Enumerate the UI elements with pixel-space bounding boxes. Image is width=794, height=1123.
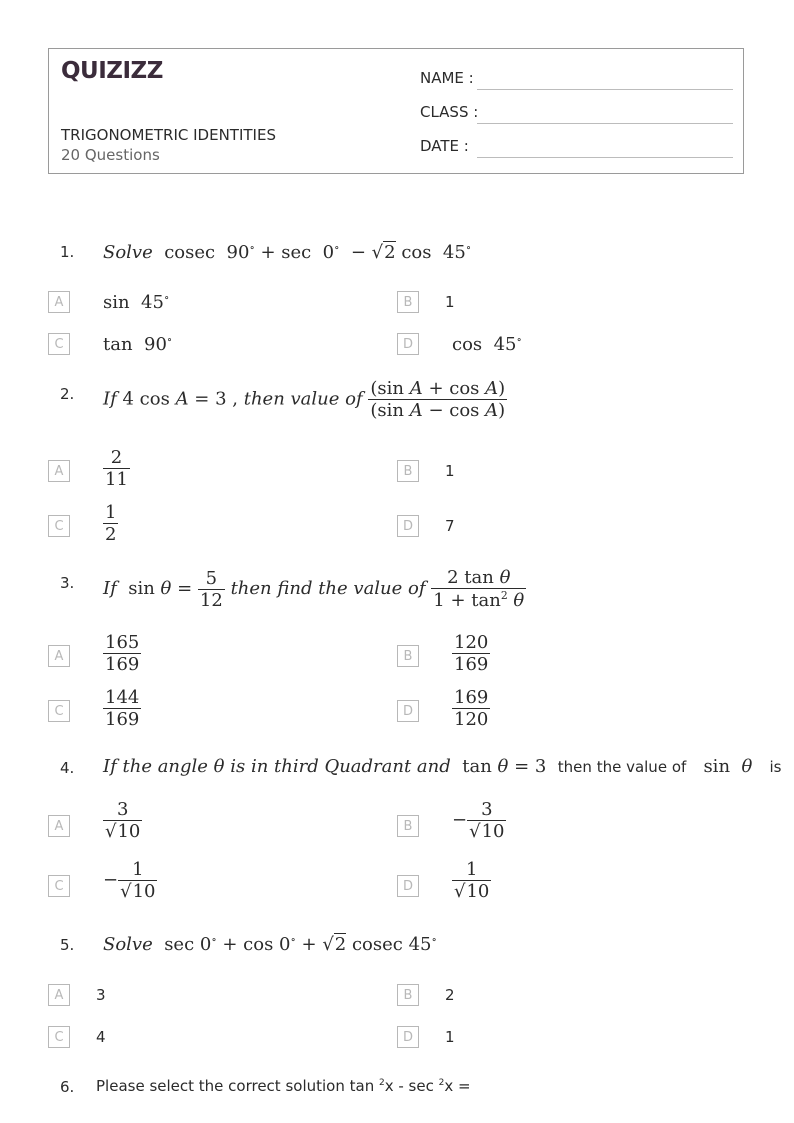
option-b-text: 1 [445,462,455,480]
option-box-b[interactable]: B [397,291,419,313]
question-1-text: Solve cosec 90∘ + sec 0∘ − √2 cos 45∘ [103,241,472,263]
option-d-text: 7 [445,517,455,535]
option-d-text: $\frac{1}{√10}$ [454,859,490,902]
option-b-text: 2 [445,986,455,1004]
date-line[interactable] [477,157,733,158]
date-label: DATE : [420,137,469,155]
option-box-c[interactable]: C [48,1026,70,1048]
quizizz-logo: QUIZIZZ [61,58,163,84]
question-4-text: If the angle θ is in third Quadrant and tan θ = 3 then the value of sin θ is [103,756,782,777]
option-b-text: 1 [445,293,455,311]
question-number: 4. [60,759,75,777]
question-number: 6. [60,1078,75,1096]
option-b-text: $\frac{120}{169}$ [454,632,489,675]
option-box-b[interactable]: B [397,815,419,837]
option-c-text: − $\frac{1}{√10}$ [103,859,156,902]
option-box-d[interactable]: D [397,700,419,722]
option-box-d[interactable]: D [397,1026,419,1048]
option-box-a[interactable]: A [48,645,70,667]
option-d-text: $\frac{169}{120}$ [454,687,489,730]
question-6-text: Please select the correct solution tan $^2$x - sec $^2$x = [96,1077,471,1095]
question-number: 5. [60,936,75,954]
option-box-a[interactable]: A [48,291,70,313]
option-box-b[interactable]: B [397,460,419,482]
option-box-d[interactable]: D [397,333,419,355]
name-line[interactable] [477,89,733,90]
option-box-b[interactable]: B [397,645,419,667]
option-c-text: tan 90∘ [103,333,173,355]
question-2-text: If 4 cos A = 3 , then value of $\frac{\text{(sin A + cos A)}}{\text{(sin A − cos A)}}$ [103,378,506,421]
option-a-text: $\frac{2}{11}$ [105,447,128,490]
question-5-text: Solve sec 0∘ + cos 0∘ + √2 cosec 45∘ [103,933,437,955]
option-a-text: sin 45∘ [103,291,170,313]
option-box-c[interactable]: C [48,333,70,355]
option-box-a[interactable]: A [48,815,70,837]
name-label: NAME : [420,69,474,87]
option-c-text: $\frac{1}{2}$ [105,502,117,545]
question-number: 1. [60,243,75,261]
option-box-d[interactable]: D [397,515,419,537]
question-3-text: If sin θ = $\frac{5}{12}$ then find the value of $\frac{\text{2 tan θ}}{1 + \tan^2 \theta}$ [103,567,525,611]
option-d-text: cos 45∘ [452,333,522,355]
class-line[interactable] [477,123,733,124]
option-d-text: 1 [445,1028,455,1046]
option-b-text: − $\frac{3}{√10}$ [452,799,505,842]
worksheet-title: TRIGONOMETRIC IDENTITIES [61,126,276,144]
option-box-b[interactable]: B [397,984,419,1006]
option-box-a[interactable]: A [48,984,70,1006]
option-a-text: 3 [96,986,106,1004]
option-box-c[interactable]: C [48,515,70,537]
option-a-text: $\frac{3}{√10}$ [105,799,141,842]
option-box-c[interactable]: C [48,700,70,722]
class-label: CLASS : [420,103,479,121]
question-count: 20 Questions [61,146,160,164]
option-c-text: 4 [96,1028,106,1046]
option-box-c[interactable]: C [48,875,70,897]
question-number: 3. [60,574,75,592]
option-box-a[interactable]: A [48,460,70,482]
option-a-text: $\frac{165}{169}$ [105,632,140,675]
option-c-text: $\frac{144}{169}$ [105,687,140,730]
question-number: 2. [60,385,75,403]
option-box-d[interactable]: D [397,875,419,897]
